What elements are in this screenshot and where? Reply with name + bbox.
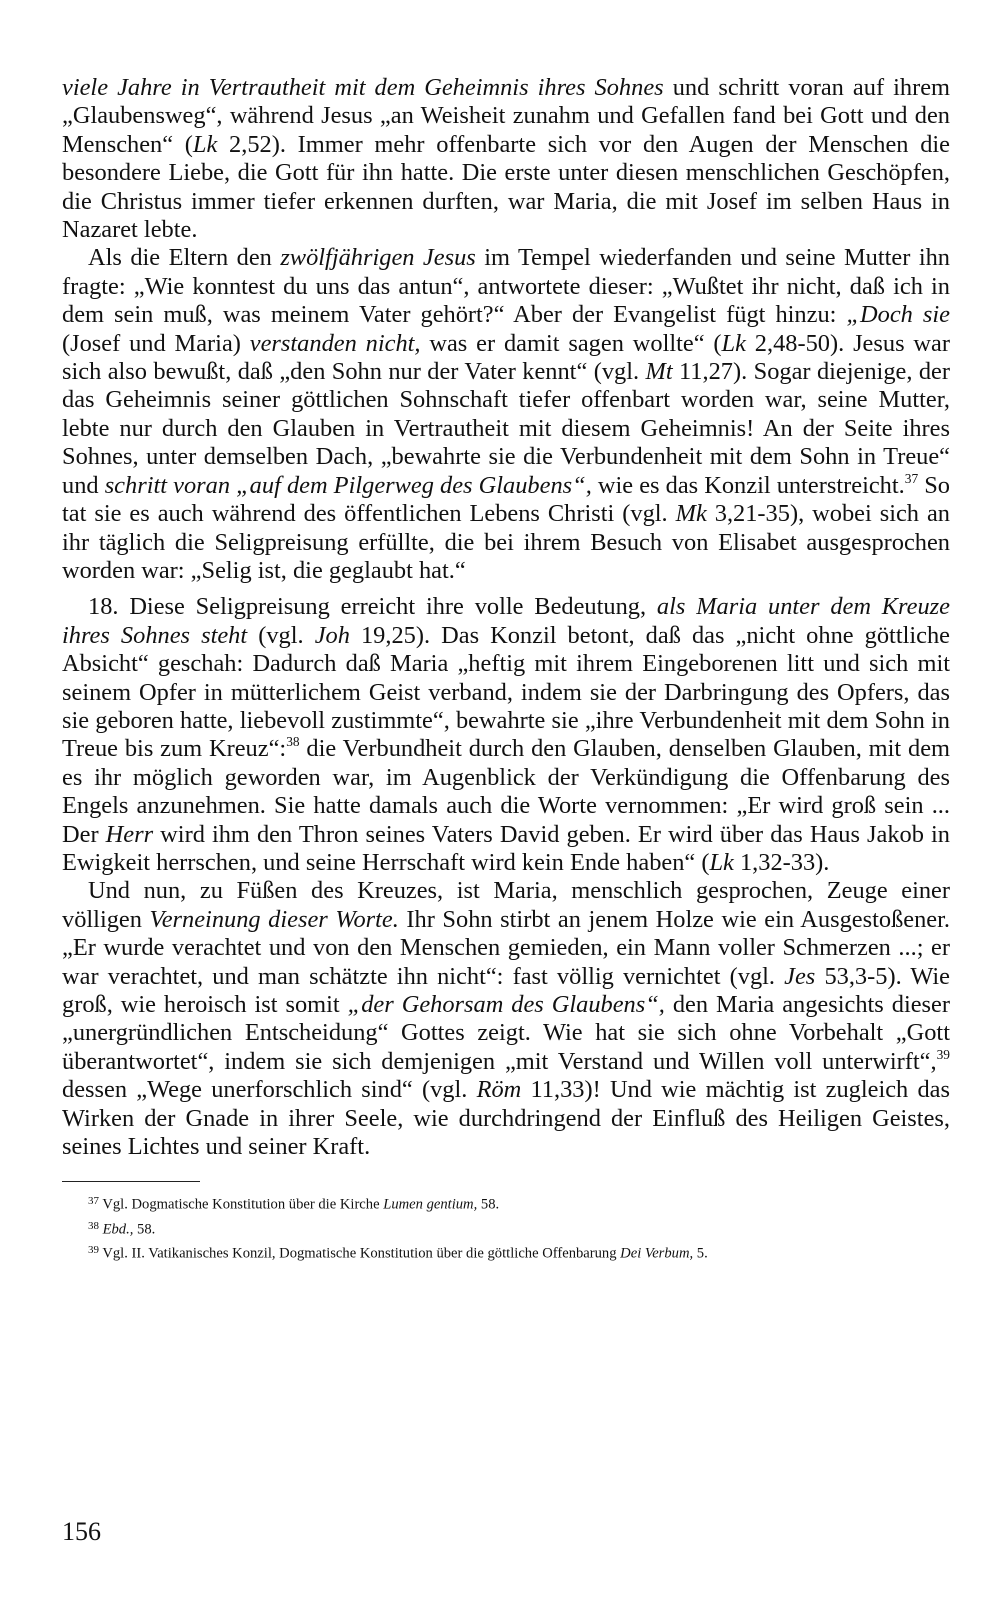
italic-text: Röm (476, 1076, 522, 1104)
italic-text: Ebd., (102, 1221, 134, 1238)
text-run: und schritt voran auf ihrem „Glaubensweg“, während Jesus „an Weisheit zunahm und Gefallen fand bei Gott und den Menschen“ ( (62, 74, 951, 158)
text-run: im Tempel wiederfanden und seine Mutter ihn fragte: „Wie konntest du uns das antun“, antwortete dieser: „Wußtet ihr nicht, daß ich in dem sein muß, was meinem Vater gehört?“ Aber der Evangelist fügt hinzu: (62, 244, 950, 329)
text-run: 2,52). Immer mehr offenbarte sich vor den Augen der Menschen die besondere Liebe, die Gott für ihn hatte. Die erste unter diesen menschlichen Geschöpfen, die Christus immer tiefer erkennen durften, war Maria, die mit Josef im selben Haus in Nazaret lebte. (62, 130, 950, 244)
italic-text: viele Jahre in Vertrautheit mit dem Geheimnis ihres Sohnes (62, 74, 664, 101)
text-run: die Verbundheit durch den Glauben, denselben Glauben, mit dem es ihr möglich geworden war, im Augenblick der Verkündigung die Offenbarung des Engels anzunehmen. Sie hatte damals auch die Worte vernommen: „Er wird groß sein ... Der (62, 735, 950, 848)
text-run: 58. (133, 1221, 156, 1238)
text-run: 3,21-35), wobei sich an ihr täglich die Seligpreisung erfüllte, die bei ihrem Besuch von Elisabet ausgesprochen worden war: „Selig ist, die geglaubt hat.“ (62, 500, 950, 584)
text-run: Als die Eltern den (88, 244, 281, 272)
text-run: Vgl. II. Vatikanisches Konzil, Dogmatische Konstitution über die göttliche Offenbarung (102, 1245, 621, 1262)
text-run: 2,48-50). Jesus war sich also bewußt, daß „den Sohn nur der Vater kennt“ (vgl. (62, 329, 950, 386)
text-run: So tat sie es auch während des öffentlichen Lebens Christi (vgl. (62, 471, 950, 528)
text-run: was er damit sagen wollte“ ( (420, 329, 722, 357)
paragraph (62, 877, 950, 1161)
italic-text: Lumen gentium, (383, 1196, 478, 1213)
italic-text: Verneinung dieser Worte. (149, 905, 399, 933)
text-run: dessen „Wege unerforschlich sind“ (vgl. (62, 1076, 477, 1104)
text-run: wie es das Konzil unterstreicht. (591, 471, 905, 499)
document-page (62, 74, 950, 1265)
footnotes (62, 1191, 950, 1264)
text-run: 5. (693, 1245, 708, 1262)
italic-text: zwölfjährigen Jesus (280, 244, 476, 272)
italic-text: schritt voran „auf dem Pilgerweg des Glaubens“, (104, 471, 592, 499)
footnote-number: 38 (88, 1219, 99, 1232)
footnote (62, 1191, 950, 1215)
text-run: (vgl. (247, 621, 315, 649)
text-run: 19,25). Das Konzil betont, daß das „nicht ohne göttliche Absicht“ geschah: Dadurch daß Maria „heftig mit ihrem Eingeborenen litt und sich mit seinem Opfer in mütterlichem Geist verband, indem sie der Darbringung des Opfers, das sie geboren hatte, liebevoll zustimmte“, bewahrte sie „ihre Verbundenheit mit dem Sohn in Treue bis zum Kreuz“: (62, 621, 950, 763)
italic-text: Lk (721, 329, 746, 357)
text-run: 1,32-33). (733, 848, 830, 876)
text-run: Ihr Sohn stirbt an jenem Holze wie ein Ausgestoßener. „Er wurde verachtet und von den Menschen gemieden, ein Mann voller Schmerzen ...; er war verachtet, und man schätzte ihn nicht“: fast völlig vernichtet (vgl. (62, 905, 950, 990)
text-run: Und nun, zu Füßen des Kreuzes, ist Maria, menschlich gesprochen, Zeuge einer völligen (62, 877, 950, 933)
text-run: den Maria angesichts dieser „unergründlichen Entscheidung“ Gottes zeigt. Wie hat sie sich ohne Vorbehalt „Gott überantwortet“, indem sie sich demjenigen „mit Verstand und Willen voll unterwirft“, (62, 991, 950, 1075)
text-run: 53,3-5). Wie groß, wie heroisch ist somit (62, 962, 950, 1018)
text-run: 58. (477, 1196, 500, 1213)
footnote-reference: 38 (286, 734, 300, 750)
text-run: 11,33)! Und wie mächtig ist zugleich das Wirken der Gnade in ihrer Seele, wie durchdringend der Einfluß des Heiligen Geistes, seines Lichtes und seiner Kraft. (62, 1076, 950, 1161)
footnote (62, 1240, 950, 1264)
body-text (62, 74, 950, 1161)
text-run: wird ihm den Thron seines Vaters David geben. Er wird über das Haus Jakob in Ewigkeit herrschen, und seine Herrschaft wird kein Ende haben“ ( (62, 820, 950, 876)
italic-text: Joh (314, 621, 350, 649)
footnote-number: 37 (88, 1195, 99, 1208)
footnote-separator (62, 1181, 200, 1182)
text-run: 18. Diese Seligpreisung erreicht ihre volle Bedeutung, (88, 593, 657, 621)
italic-text: verstanden nicht, (249, 329, 421, 357)
italic-text: Lk (192, 130, 218, 158)
italic-text: als Maria unter dem Kreuze ihres Sohnes steht (62, 593, 950, 649)
text-run: 11,27). Sogar diejenige, der das Geheimnis seiner göttlichen Sohnschaft tiefer offenbart worden war, seine Mutter, lebte nur durch den Glauben in Vertrautheit mit diesem Geheimnis! An der Seite ihres Sohnes, unter demselben Dach, „bewahrte sie die Verbundenheit mit dem Sohn in Treue“ und (62, 358, 950, 499)
footnote-reference: 37 (904, 470, 919, 486)
paragraph (62, 244, 950, 585)
italic-text: „der Gehorsam des Glaubens“, (347, 991, 665, 1018)
italic-text: „Doch sie (846, 301, 950, 329)
italic-text: Lk (709, 848, 734, 876)
footnote-number: 39 (88, 1244, 99, 1257)
paragraph (62, 74, 950, 244)
text-run: (Josef und Maria) (62, 329, 250, 357)
italic-text: Herr (105, 820, 154, 848)
paragraph (62, 593, 950, 877)
italic-text: Jes (784, 962, 816, 990)
page-number: 156 (62, 1517, 101, 1546)
text-run: Vgl. Dogmatische Konstitution über die Kirche (102, 1196, 384, 1213)
italic-text: Mk (675, 500, 707, 528)
footnote-reference: 39 (936, 1046, 950, 1062)
footnote (62, 1216, 950, 1240)
italic-text: Dei Verbum, (620, 1245, 694, 1262)
italic-text: Mt (645, 358, 673, 386)
